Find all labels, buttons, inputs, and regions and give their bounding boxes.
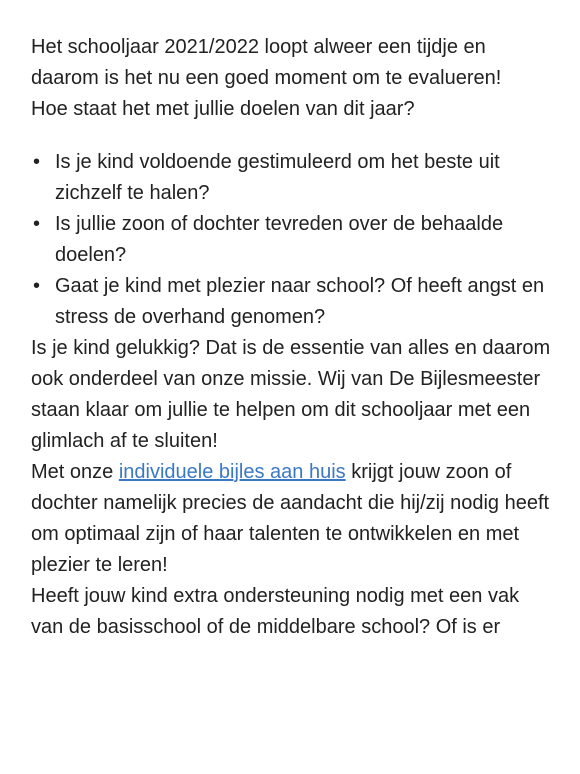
list-item-text: Is jullie zoon of dochter tevreden over de behaalde doelen? [55,213,504,266]
bullet-icon: • [33,275,41,297]
intro-paragraph: Het schooljaar 2021/2022 loopt alweer een tijdje en daarom is het nu een goed moment om te evalueren! [31,36,502,89]
list-item [33,147,551,209]
support-paragraph: Heeft jouw kind extra ondersteuning nodig met een vak van de basisschool of de middelbare school? Of is er [31,585,520,638]
bullet-icon: • [33,151,41,173]
happy-paragraph: Is je kind gelukkig? Dat is de essentie van alles en daarom ook onderdeel van onze missie. Wij van De Bijlesmeester staan klaar om jullie te helpen om dit schooljaar met een glimlach af te sluiten! [31,337,551,452]
question-paragraph: Hoe staat het met jullie doelen van dit jaar? [31,98,415,120]
bullet-icon: • [33,213,41,235]
offer-text-before: Met onze [31,461,119,483]
list-item [33,209,551,271]
list-item-text: Is je kind voldoende gestimuleerd om het beste uit zichzelf te halen? [55,151,500,204]
list-item [33,271,551,333]
article-body [31,0,551,643]
offer-paragraph [31,457,551,581]
offer-text-after: krijgt jouw zoon of dochter namelijk precies de aandacht die hij/zij nodig heeft om optimaal zijn of haar talenten te ontwikkelen en met plezier te leren! [31,461,550,576]
list-item-text: Gaat je kind met plezier naar school? Of heeft angst en stress de overhand genomen? [55,275,545,328]
goals-list [31,147,551,333]
private-tutoring-link[interactable]: individuele bijles aan huis [118,461,346,483]
